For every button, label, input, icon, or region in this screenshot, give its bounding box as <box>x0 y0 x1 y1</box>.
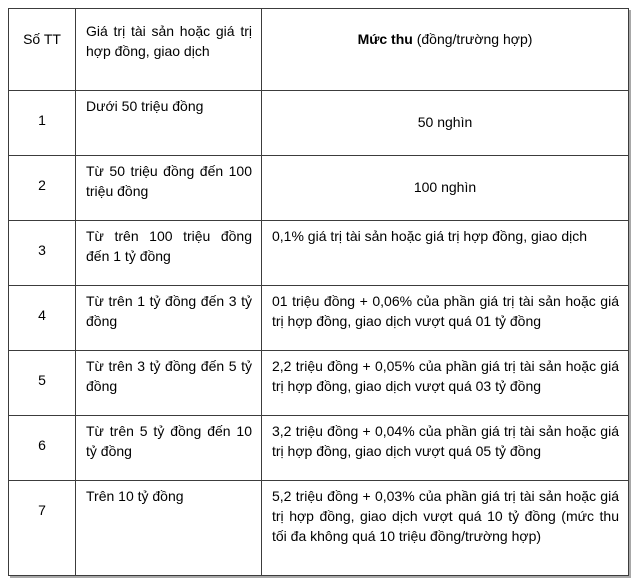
row-number-cell: 3 <box>9 221 76 286</box>
table-row <box>9 156 629 221</box>
value-range-cell: Dưới 50 triệu đồng <box>76 91 262 156</box>
header-fee-title: Mức thu <box>357 31 413 47</box>
row-number-cell: 5 <box>9 351 76 416</box>
table-row <box>9 351 629 416</box>
row-number-cell: 4 <box>9 286 76 351</box>
fee-cell: 0,1% giá trị tài sản hoặc giá trị hợp đồng, giao dịch <box>262 221 629 286</box>
value-range-cell: Từ trên 3 tỷ đồng đến 5 tỷ đồng <box>76 351 262 416</box>
row-number-cell: 1 <box>9 91 76 156</box>
row-number-cell: 2 <box>9 156 76 221</box>
fee-cell: 01 triệu đồng + 0,06% của phần giá trị tài sản hoặc giá trị hợp đồng, giao dịch vượt quá 01 tỷ đồng <box>262 286 629 351</box>
header-fee-unit: (đồng/trường hợp) <box>412 31 533 47</box>
header-asset-value: Giá trị tài sản hoặc giá trị hợp đồng, giao dịch <box>76 9 262 91</box>
table-header-row <box>9 9 629 91</box>
table-row <box>9 221 629 286</box>
value-range-cell: Từ trên 100 triệu đồng đến 1 tỷ đồng <box>76 221 262 286</box>
fee-schedule-table <box>8 8 629 576</box>
table-row <box>9 416 629 481</box>
header-fee <box>262 9 629 91</box>
fee-cell: 5,2 triệu đồng + 0,03% của phần giá trị tài sản hoặc giá trị hợp đồng, giao dịch vượt quá 10 tỷ đồng (mức thu tối đa không quá 10 triệu đồng/trường hợp) <box>262 481 629 576</box>
fee-cell: 100 nghìn <box>262 156 629 221</box>
header-ordinal: Số TT <box>9 9 76 91</box>
table-row <box>9 481 629 576</box>
table-row <box>9 91 629 156</box>
fee-cell: 2,2 triệu đồng + 0,05% của phần giá trị tài sản hoặc giá trị hợp đồng, giao dịch vượt quá 03 tỷ đồng <box>262 351 629 416</box>
value-range-cell: Từ trên 5 tỷ đồng đến 10 tỷ đồng <box>76 416 262 481</box>
fee-cell: 50 nghìn <box>262 91 629 156</box>
value-range-cell: Từ trên 1 tỷ đồng đến 3 tỷ đồng <box>76 286 262 351</box>
table-row <box>9 286 629 351</box>
value-range-cell: Trên 10 tỷ đồng <box>76 481 262 576</box>
row-number-cell: 6 <box>9 416 76 481</box>
value-range-cell: Từ 50 triệu đồng đến 100 triệu đồng <box>76 156 262 221</box>
row-number-cell: 7 <box>9 481 76 576</box>
fee-cell: 3,2 triệu đồng + 0,04% của phần giá trị tài sản hoặc giá trị hợp đồng, giao dịch vượt quá 05 tỷ đồng <box>262 416 629 481</box>
